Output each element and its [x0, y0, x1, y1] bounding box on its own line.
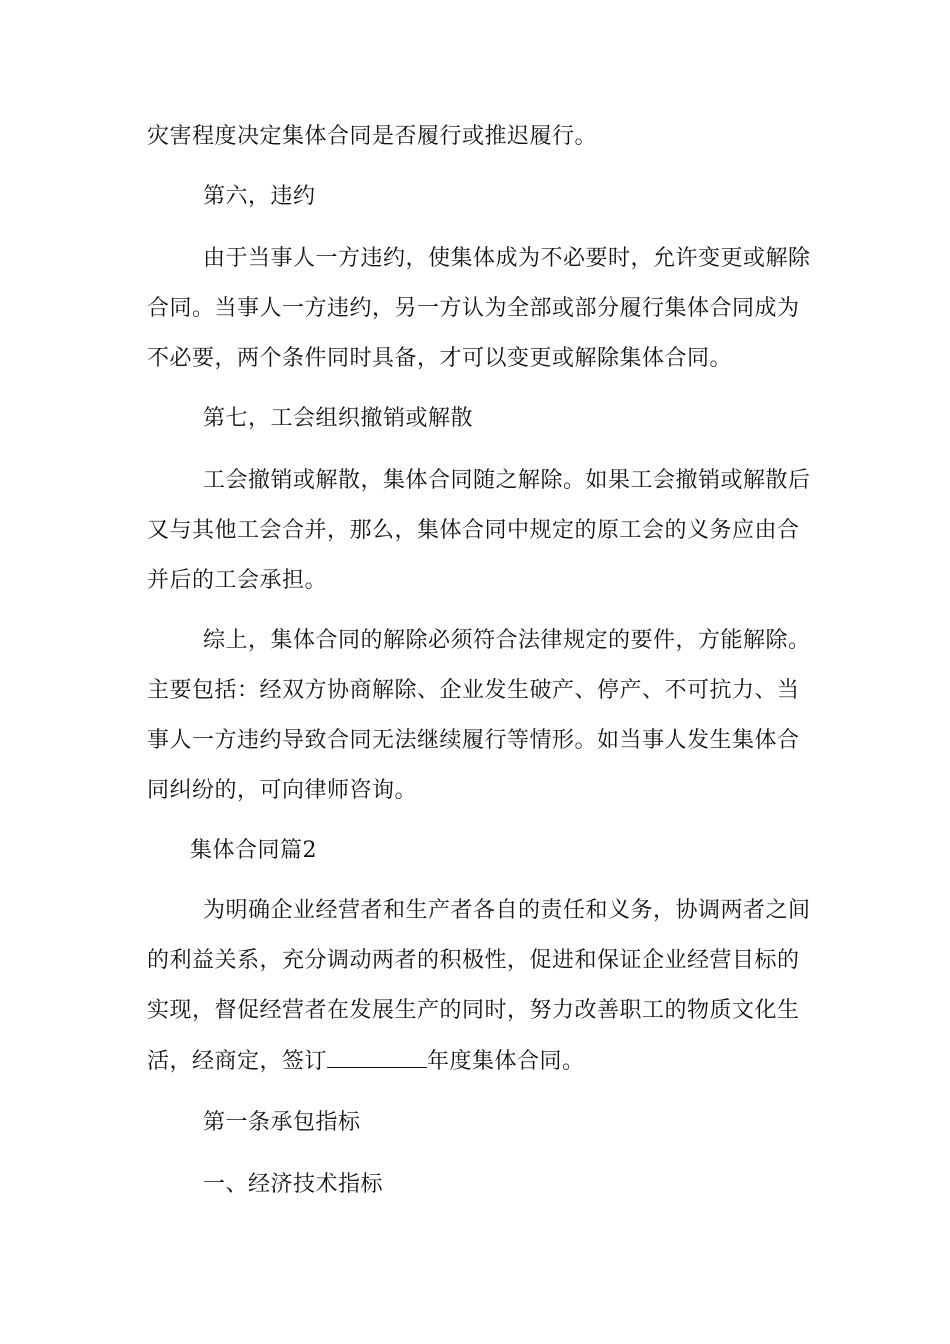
paragraph-line: 工会撤销或解散，集体合同随之解除。如果工会撤销或解散后 — [203, 468, 811, 493]
section-heading: 一、经济技术指标 — [203, 1172, 384, 1197]
paragraph-line: 主要包括：经双方协商解除、企业发生破产、停产、不可抗力、当 — [147, 678, 800, 703]
chapter-heading: 集体合同篇2 — [190, 838, 317, 863]
paragraph-line: 综上，集体合同的解除必须符合法律规定的要件，方能解除。 — [203, 628, 811, 653]
paragraph-line: 同纠纷的，可向律师咨询。 — [147, 778, 418, 803]
paragraph-line: 由于当事人一方违约，使集体成为不必要时，允许变更或解除 — [203, 246, 811, 271]
paragraph-line: 实现，督促经营者在发展生产的同时，努力改善职工的物质文化生 — [147, 998, 800, 1023]
paragraph-line: 又与其他工会合并，那么，集体合同中规定的原工会的义务应由合 — [147, 518, 800, 543]
section-heading: 第七，工会组织撤销或解散 — [203, 406, 474, 431]
line-text: 年度集体合同。 — [427, 1049, 585, 1074]
paragraph-line: 灾害程度决定集体合同是否履行或推迟履行。 — [147, 124, 598, 149]
line-text: 活，经商定，签订 — [147, 1049, 328, 1074]
paragraph-line — [147, 1047, 585, 1076]
paragraph-line: 不必要，两个条件同时具备，才可以变更或解除集体合同。 — [147, 346, 733, 371]
paragraph-line: 合同。当事人一方违约，另一方认为全部或部分履行集体合同成为 — [147, 296, 800, 321]
section-heading: 第一条承包指标 — [203, 1110, 361, 1135]
paragraph-line: 为明确企业经营者和生产者各自的责任和义务，协调两者之间 — [203, 898, 811, 923]
fill-in-blank — [327, 1047, 427, 1068]
section-heading: 第六，违约 — [203, 184, 316, 209]
paragraph-line: 的利益关系，充分调动两者的积极性，促进和保证企业经营目标的 — [147, 948, 800, 973]
paragraph-line: 事人一方违约导致合同无法继续履行等情形。如当事人发生集体合 — [147, 728, 800, 753]
paragraph-line: 并后的工会承担。 — [147, 568, 328, 593]
